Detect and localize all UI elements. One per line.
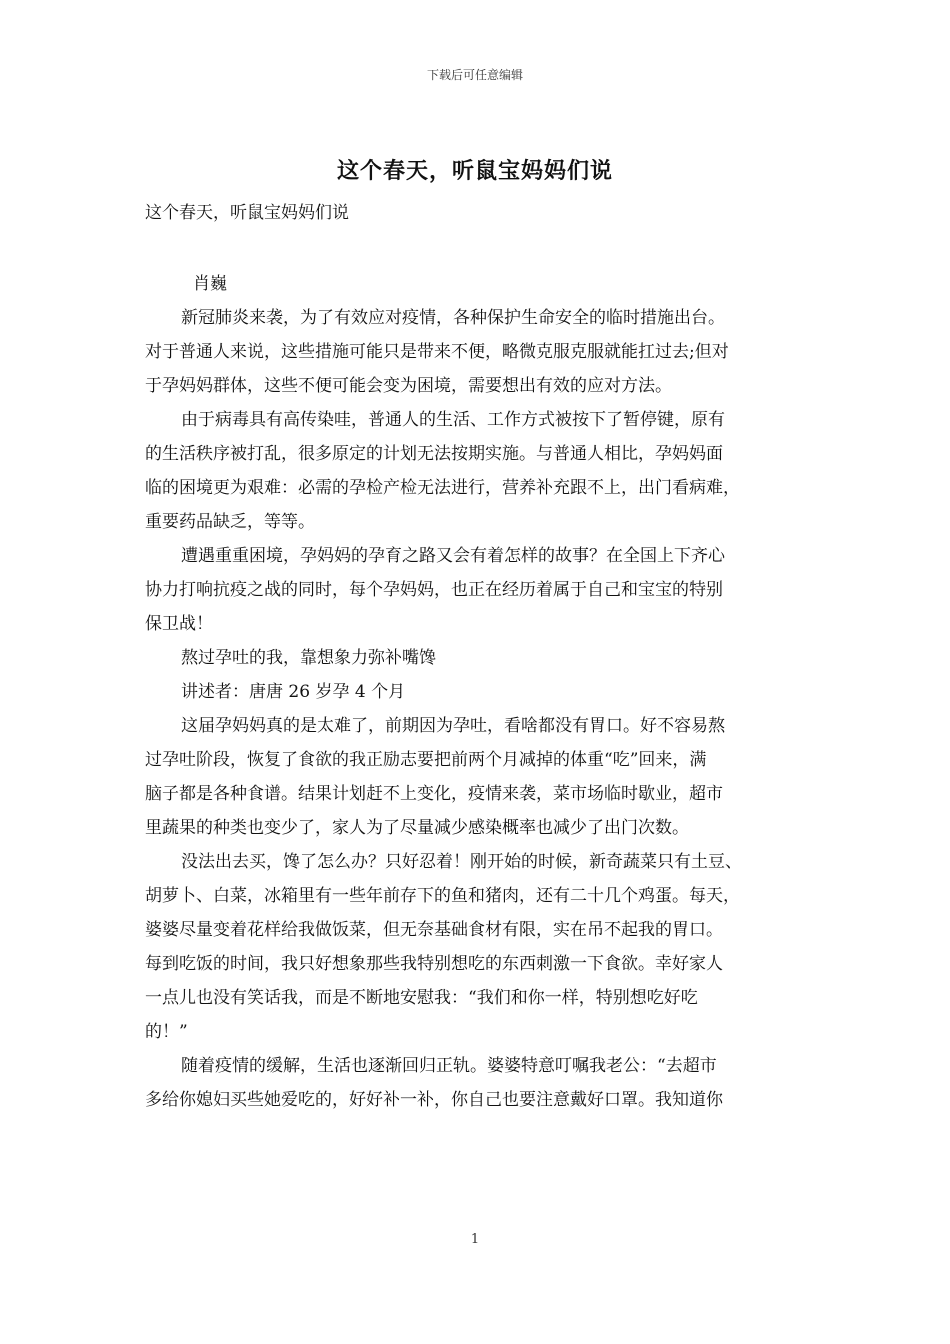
text-line: 的！” <box>145 1022 188 1042</box>
document-title: 这个春天，听鼠宝妈妈们说 <box>336 158 613 184</box>
text-line: 脑子都是各种食谱。结果计划赶不上变化，疫情来袭，菜市场临时歇业，超市 <box>145 784 723 804</box>
blank-line <box>145 230 815 267</box>
text-line: 保卫战！ <box>145 614 213 634</box>
text-line: 婆婆尽量变着花样给我做饭菜，但无奈基础食材有限，实在吊不起我的胃口。 <box>145 920 723 940</box>
text-line: 重要药品缺乏，等等。 <box>145 512 315 532</box>
text-line: 每到吃饭的时间，我只好想象那些我特别想吃的东西刺激一下食欲。幸好家人 <box>145 954 723 974</box>
text-line: 一点儿也没有笑话我，而是不断地安慰我：“我们和你一样，特别想吃好吃 <box>145 988 698 1008</box>
text-line: 遭遇重重困境，孕妈妈的孕育之路又会有着怎样的故事？在全国上下齐心 <box>181 546 725 566</box>
text-line: 里蔬果的种类也变少了，家人为了尽量减少感染概率也减少了出门次数。 <box>145 818 689 838</box>
text-line: 这届孕妈妈真的是太难了，前期因为孕吐，看啥都没有胃口。好不容易熬 <box>181 716 725 736</box>
text-line: 于孕妈妈群体，这些不便可能会变为困境，需要想出有效的应对方法。 <box>145 376 672 396</box>
text-line: 没法出去买，馋了怎么办？只好忍着！刚开始的时候，新奇蔬菜只有土豆、 <box>181 852 742 872</box>
text-line: 熬过孕吐的我，靠想象力弥补嘴馋 <box>181 648 436 668</box>
page-header: 下载后可任意编辑 <box>426 68 523 82</box>
text-line: 新冠肺炎来袭，为了有效应对疫情，各种保护生命安全的临时措施出台。 <box>181 308 725 328</box>
text-line: 对于普通人来说，这些措施可能只是带来不便，略微克服克服就能扛过去;但对 <box>145 342 729 362</box>
text-line: 过孕吐阶段，恢复了食欲的我正励志要把前两个月减掉的体重“吃”回来，满 <box>145 750 707 770</box>
text-line: 协力打响抗疫之战的同时，每个孕妈妈，也正在经历着属于自己和宝宝的特别 <box>145 580 723 600</box>
document-body <box>145 196 815 1117</box>
text-line: 随着疫情的缓解，生活也逐渐回归正轨。婆婆特意叮嘱我老公：“去超市 <box>181 1056 717 1076</box>
text-line: 多给你媳妇买些她爱吃的，好好补一补，你自己也要注意戴好口罩。我知道你 <box>145 1090 723 1110</box>
text-line: 的生活秩序被打乱，很多原定的计划无法按期实施。与普通人相比，孕妈妈面 <box>145 444 723 464</box>
text-line: 肖巍 <box>193 274 227 294</box>
text-line: 这个春天，听鼠宝妈妈们说 <box>145 203 349 223</box>
text-line: 临的困境更为艰难：必需的孕检产检无法进行，营养补充跟不上，出门看病难， <box>145 478 740 498</box>
page-number: 1 <box>470 1232 480 1247</box>
text-line: 讲述者：唐唐 26 岁孕 4 个月 <box>181 682 406 702</box>
text-line: 由于病毒具有高传染哇，普通人的生活、工作方式被按下了暂停键，原有 <box>181 410 725 430</box>
text-line: 胡萝卜、白菜，冰箱里有一些年前存下的鱼和猪肉，还有二十几个鸡蛋。每天， <box>145 886 740 906</box>
